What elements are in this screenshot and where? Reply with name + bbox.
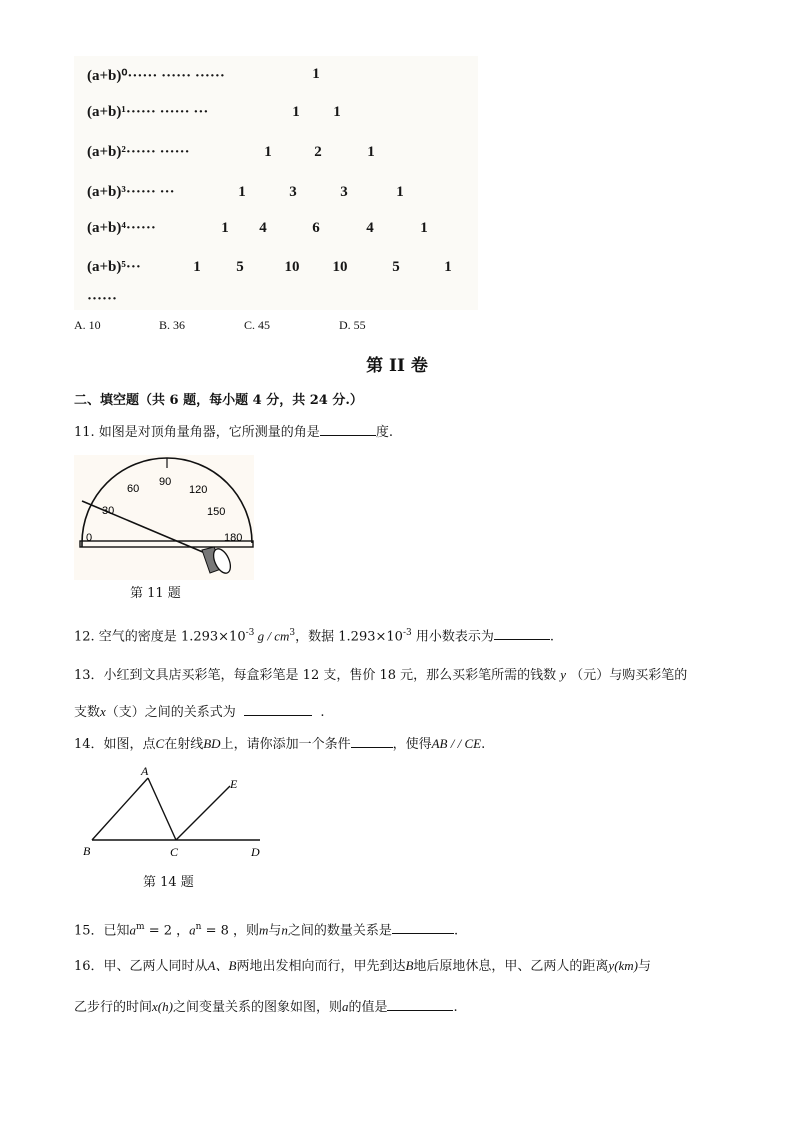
q16-answer-blank[interactable] — [387, 998, 453, 1011]
q14-text-c: 上，请你添加一个条件 — [220, 737, 351, 752]
pascal-value: 10 — [284, 259, 300, 275]
question-11 — [74, 423, 393, 442]
pascal-value: 1 — [333, 104, 341, 120]
pascal-value: 10 — [332, 259, 348, 275]
pascal-ellipsis: ······ — [87, 291, 118, 307]
pascal-row-label-3: (a+b)³······ ··· — [87, 184, 175, 200]
pascal-value: 6 — [312, 220, 320, 236]
q13-suffix: . — [320, 705, 325, 720]
pascal-row-label-4: (a+b)⁴······ — [87, 220, 156, 236]
q12-text-2: ，数据 1.293×10 — [295, 629, 403, 645]
pascal-value: 1 — [420, 220, 428, 236]
q16-distance-var: y(km) — [608, 958, 639, 973]
q12-answer-blank[interactable] — [494, 627, 550, 640]
q15-base-2: a — [189, 922, 196, 938]
option-d: D. 55 — [339, 318, 366, 332]
pascal-value: 2 — [314, 144, 322, 160]
q13-answer-blank[interactable] — [244, 703, 312, 716]
q16-text: 16．甲、乙两人同时从 — [74, 959, 208, 974]
q16-time-var: x(h) — [152, 999, 173, 1014]
part-heading: 二、填空题（共 6 题，每小题 4 分，共 24 分.） — [74, 393, 363, 408]
q15-suffix: . — [453, 923, 459, 939]
geometry-figure-14 — [78, 760, 268, 865]
option-b: B. 36 — [159, 318, 186, 332]
tick-label: 180 — [224, 532, 243, 544]
q12-exponent-2: -3 — [402, 628, 412, 638]
q15-exp-n: n — [195, 922, 202, 932]
q11-answer-blank[interactable] — [320, 423, 376, 436]
pascal-value: 1 — [264, 144, 272, 160]
point-label-b: B — [83, 844, 91, 858]
q16-text-f: 之间变量关系的图象如图，则 — [172, 1000, 342, 1015]
question-12 — [74, 624, 554, 646]
q16-suffix: . — [453, 1000, 458, 1015]
pascal-row-label-0: (a+b)⁰······ ······ ······ — [87, 68, 225, 84]
pascal-value: 1 — [221, 220, 229, 236]
tick-label: 90 — [159, 476, 172, 488]
option-a: A. 10 — [74, 318, 101, 332]
pascal-row-label-1: (a+b)¹······ ······ ··· — [87, 104, 209, 120]
q16-text-g: 的值是 — [348, 1000, 388, 1015]
q16-text-b: 两地出发相向而行，甲先到达 — [236, 959, 406, 974]
q15-text-b: 之间的数量关系是 — [287, 923, 392, 939]
q14-suffix: . — [481, 737, 486, 752]
q12-unit-exponent: 3 — [289, 628, 296, 638]
q16-var-a: a — [341, 999, 349, 1014]
point-label-c: C — [170, 845, 179, 859]
q14-point-c: C — [155, 736, 165, 751]
q12-exponent: -3 — [245, 628, 255, 638]
pascal-value: 3 — [340, 184, 348, 200]
figure-caption-11: 第 11 题 — [130, 586, 181, 601]
point-label-a: A — [141, 764, 149, 778]
q13-text-d: （支）之间的关系式为 — [105, 705, 236, 720]
question-15 — [74, 918, 458, 940]
pascal-value: 1 — [238, 184, 246, 200]
q13-var-x: x — [100, 704, 106, 719]
q15-answer-blank[interactable] — [392, 921, 454, 934]
q11-text: 11. 如图是对顶角量角器，它所测量的角是 — [74, 425, 320, 440]
pascal-value: 3 — [289, 184, 297, 200]
point-label-e: E — [230, 777, 238, 791]
point-label-d: D — [251, 845, 260, 859]
question-14 — [74, 735, 485, 754]
tick-label: 150 — [207, 506, 226, 518]
tick-label: 0 — [86, 532, 93, 544]
q15-var-m: m — [259, 922, 269, 938]
q14-text-b: 在射线 — [164, 737, 204, 752]
figure-caption-14: 第 14 题 — [143, 875, 194, 890]
pascal-value: 5 — [236, 259, 244, 275]
q15-base-1: a — [129, 922, 137, 938]
question-13-line-2 — [74, 703, 324, 722]
pascal-value: 1 — [444, 259, 452, 275]
q15-text: 15．已知 — [74, 923, 130, 939]
protractor-figure — [74, 455, 254, 580]
q16-text-c: 地后原地休息，甲、乙两人的距离 — [413, 959, 609, 974]
pascal-row-label-2: (a+b)²······ ······ — [87, 144, 190, 160]
q15-exp-m: m — [136, 922, 145, 932]
q14-ray-bd: BD — [203, 736, 221, 751]
q13-text-c: 支数 — [74, 705, 101, 720]
pascal-value: 4 — [259, 220, 267, 236]
q13-text-b: （元）与购买彩笔的 — [570, 668, 688, 683]
pascal-value: 1 — [396, 184, 404, 200]
q12-suffix: . — [549, 629, 554, 645]
q15-rhs-2: = 8 ，则 — [201, 923, 260, 939]
q16-text-e: 乙步行的时间 — [74, 1000, 153, 1015]
q15-with: 与 — [268, 923, 282, 939]
pascal-value: 1 — [312, 66, 320, 82]
q16-text-d: 与 — [638, 959, 652, 974]
question-13-line-1 — [74, 666, 687, 685]
question-16-line-2 — [74, 998, 458, 1017]
question-16-line-1 — [74, 957, 651, 976]
pascal-value: 1 — [193, 259, 201, 275]
q14-text: 14．如图，点 — [74, 737, 156, 752]
q14-answer-blank[interactable] — [351, 735, 393, 748]
q12-unit: g / cm — [254, 628, 290, 644]
q11-suffix: 度. — [375, 425, 393, 440]
q12-text: 12. 空气的密度是 1.293×10 — [74, 629, 246, 645]
pascal-row-label-5: (a+b)⁵··· — [87, 259, 141, 275]
q16-points-ab: A、B — [207, 958, 237, 973]
q12-text-3: 用小数表示为 — [411, 629, 494, 645]
option-c: C. 45 — [244, 318, 271, 332]
q14-text-d: ，使得 — [392, 737, 432, 752]
tick-label: 120 — [189, 484, 208, 496]
q13-var-y: y — [560, 667, 567, 682]
q16-point-b: B — [405, 958, 414, 973]
q13-text: 13．小红到文具店买彩笔，每盒彩笔是 12 支，售价 18 元，那么买彩笔所需的钱数 — [74, 668, 557, 683]
pascal-value: 4 — [366, 220, 374, 236]
q15-rhs-1: = 2 ， — [144, 923, 190, 939]
q14-relation: AB / / CE — [431, 736, 482, 751]
pascal-value: 5 — [392, 259, 400, 275]
q15-var-n: n — [281, 922, 288, 938]
tick-label: 30 — [102, 505, 115, 517]
pascal-value: 1 — [367, 144, 375, 160]
pascal-value: 1 — [292, 104, 300, 120]
section-title: 第 II 卷 — [366, 356, 428, 376]
tick-label: 60 — [127, 483, 140, 495]
